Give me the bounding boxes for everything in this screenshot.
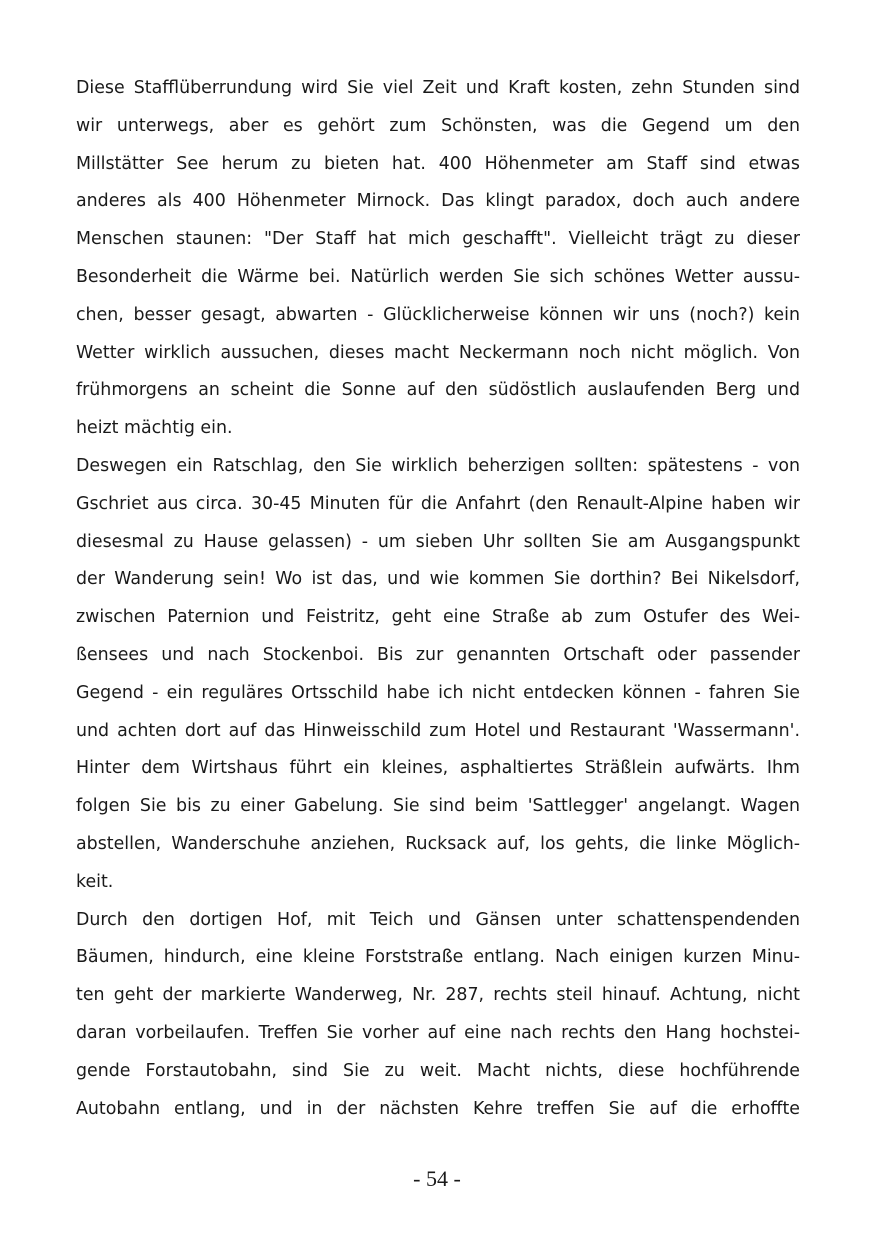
- text-line: Gschriet aus circa. 30-45 Minuten für die Anfahrt (den Renault-Alpine haben wir: [76, 493, 800, 514]
- text-line: anderes als 400 Höhenmeter Mirnock. Das klingt paradox, doch auch andere: [76, 191, 800, 212]
- text-line: frühmorgens an scheint die Sonne auf den südöstlich auslaufenden Berg und: [76, 380, 800, 401]
- text-line: Bäumen, hindurch, eine kleine Forststraße entlang. Nach einigen kurzen Minu-: [76, 947, 800, 968]
- text-line: ßensees und nach Stockenboi. Bis zur genannten Ortschaft oder passender: [76, 644, 800, 665]
- text-line: Millstätter See herum zu bieten hat. 400 Höhenmeter am Staff sind etwas: [76, 153, 800, 174]
- text-line: diesesmal zu Hause gelassen) - um sieben Uhr sollten Sie am Ausgangspunkt: [76, 531, 800, 552]
- text-line: Deswegen ein Ratschlag, den Sie wirklich beherzigen sollten: spätestens - von: [76, 455, 800, 476]
- text-line: Menschen staunen: "Der Staff hat mich geschafft". Vielleicht trägt zu dieser: [76, 229, 800, 250]
- text-line: abstellen, Wanderschuhe anziehen, Rucksack auf, los gehts, die linke Möglich-: [76, 833, 800, 854]
- text-line: keit.: [76, 871, 114, 892]
- text-line: Autobahn entlang, und in der nächsten Kehre treffen Sie auf die erhoffte: [76, 1098, 800, 1119]
- text-line: chen, besser gesagt, abwarten - Glücklicherweise können wir uns (noch?) kein: [76, 304, 800, 325]
- text-line: ten geht der markierte Wanderweg, Nr. 287, rechts steil hinauf. Achtung, nicht: [76, 985, 800, 1006]
- text-line: der Wanderung sein! Wo ist das, und wie kommen Sie dorthin? Bei Nikelsdorf,: [76, 569, 800, 590]
- text-line: daran vorbeilaufen. Treffen Sie vorher auf eine nach rechts den Hang hochstei-: [76, 1022, 800, 1043]
- text-line: Diese Stafflüberrundung wird Sie viel Zeit und Kraft kosten, zehn Stunden sind: [76, 78, 800, 98]
- text-line: Gegend - ein reguläres Ortsschild habe ich nicht entdecken können - fahren Sie: [76, 682, 800, 703]
- text-line: Wetter wirklich aussuchen, dieses macht Neckermann noch nicht möglich. Von: [76, 342, 800, 363]
- text-line: Hinter dem Wirtshaus führt ein kleines, asphaltiertes Sträßlein aufwärts. Ihm: [76, 758, 800, 779]
- text-line: gende Forstautobahn, sind Sie zu weit. Macht nichts, diese hochführende: [76, 1060, 800, 1081]
- text-line: wir unterwegs, aber es gehört zum Schönsten, was die Gegend um den: [76, 115, 800, 136]
- page-number: - 54 -: [413, 1166, 461, 1191]
- text-line: Durch den dortigen Hof, mit Teich und Gänsen unter schattenspendenden: [76, 909, 800, 930]
- text-line: Besonderheit die Wärme bei. Natürlich werden Sie sich schönes Wetter aussu-: [76, 266, 800, 287]
- page-body: [76, 70, 800, 1128]
- text-line: folgen Sie bis zu einer Gabelung. Sie sind beim 'Sattlegger' angelangt. Wagen: [76, 796, 800, 817]
- text-line: und achten dort auf das Hinweisschild zum Hotel und Restaurant 'Wassermann'.: [76, 720, 800, 741]
- text-line: heizt mächtig ein.: [76, 418, 233, 439]
- text-line: zwischen Paternion und Feistritz, geht eine Straße ab zum Ostufer des Wei-: [76, 607, 800, 628]
